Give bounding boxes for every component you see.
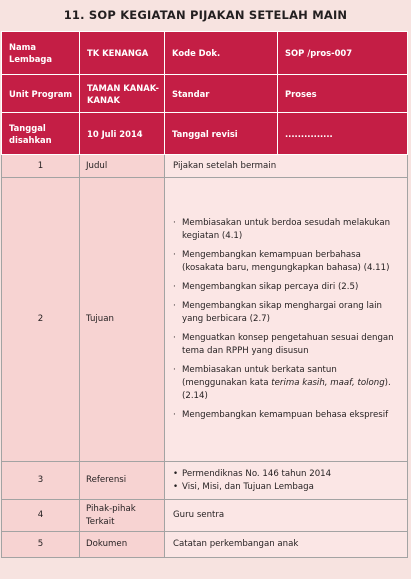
list-item: · Mengembangkan kemampuan behasa ekspresif bbox=[173, 410, 389, 420]
row-number: 1 bbox=[2, 155, 80, 178]
header-row-tanggal bbox=[2, 113, 408, 155]
referensi-list bbox=[165, 462, 408, 500]
row-label-pihak-terkait: Pihak-pihak Terkait bbox=[80, 500, 165, 532]
row-number: 2 bbox=[2, 178, 80, 462]
list-item: • Permendiknas No. 146 tahun 2014 bbox=[173, 468, 332, 479]
list-item: · Mengembangkan sikap menghargai orang lain yang berbicara (2.7) bbox=[173, 301, 382, 324]
header-value-kode-dok: SOP /pros-007 bbox=[278, 32, 408, 75]
header-row-lembaga bbox=[2, 32, 408, 75]
list-item: • Visi, Misi, dan Tujuan Lembaga bbox=[173, 481, 314, 492]
row-judul bbox=[2, 155, 408, 178]
row-label-judul: Judul bbox=[80, 155, 165, 178]
sop-table bbox=[1, 31, 408, 558]
row-tujuan bbox=[2, 178, 408, 462]
header-label-standar: Standar bbox=[165, 75, 278, 113]
list-item: · Mengembangkan kemampuan berbahasa (kosakata baru, mengungkapkan bahasa) (4.11) bbox=[173, 250, 390, 273]
row-value-pihak-terkait: Guru sentra bbox=[165, 500, 408, 532]
row-label-referensi: Referensi bbox=[80, 462, 165, 500]
row-number: 3 bbox=[2, 462, 80, 500]
header-value-tanggal-revisi: ............... bbox=[278, 113, 408, 155]
row-pihak-terkait bbox=[2, 500, 408, 532]
row-number: 5 bbox=[2, 532, 80, 558]
row-value-dokumen: Catatan perkembangan anak bbox=[165, 532, 408, 558]
list-item: · Membiasakan untuk berkata santun (menggunakan kata terima kasih, maaf, tolong). (2.14) bbox=[173, 365, 391, 401]
list-item: · Menguatkan konsep pengetahuan sesuai dengan tema dan RPPH yang disusun bbox=[173, 333, 394, 356]
header-row-program bbox=[2, 75, 408, 113]
header-label-nama-lembaga: Nama Lembaga bbox=[2, 32, 80, 75]
header-value-unit-program: TAMAN KANAK-KANAK bbox=[80, 75, 165, 113]
header-value-standar: Proses bbox=[278, 75, 408, 113]
header-label-tanggal-disahkan: Tanggal disahkan bbox=[2, 113, 80, 155]
header-value-lembaga: TK KENANGA bbox=[80, 32, 165, 75]
row-number: 4 bbox=[2, 500, 80, 532]
header-label-kode-dok: Kode Dok. bbox=[165, 32, 278, 75]
header-value-tanggal-disahkan: 10 Juli 2014 bbox=[80, 113, 165, 155]
document-title: 11. SOP KEGIATAN PIJAKAN SETELAH MAIN bbox=[63, 8, 348, 22]
row-referensi bbox=[2, 462, 408, 500]
header-label-tanggal-revisi: Tanggal revisi bbox=[165, 113, 278, 155]
list-item: · Membiasakan untuk berdoa sesudah melakukan kegiatan (4.1) bbox=[173, 218, 391, 241]
list-item: · Mengembangkan sikap percaya diri (2.5) bbox=[173, 282, 359, 292]
row-label-dokumen: Dokumen bbox=[80, 532, 165, 558]
header-label-unit-program: Unit Program bbox=[2, 75, 80, 113]
row-label-tujuan: Tujuan bbox=[80, 178, 165, 462]
row-value-judul: Pijakan setelah bermain bbox=[165, 155, 408, 178]
row-dokumen bbox=[2, 532, 408, 558]
tujuan-list bbox=[165, 178, 408, 462]
